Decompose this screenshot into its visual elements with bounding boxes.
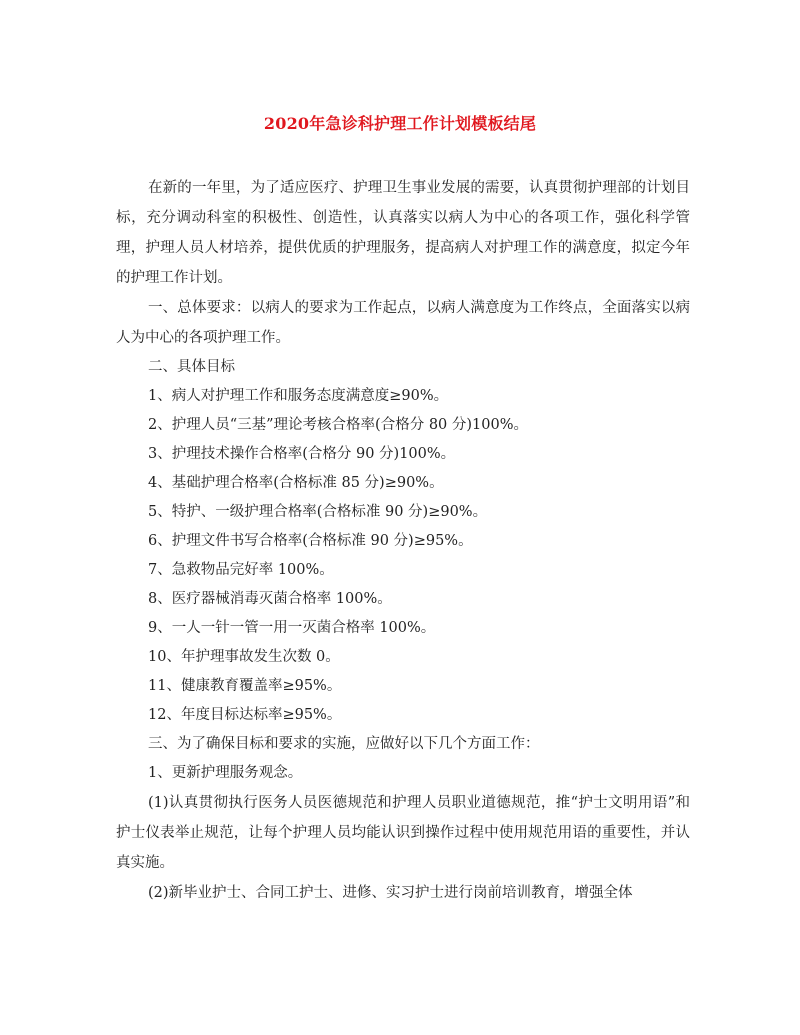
document-body	[116, 173, 690, 908]
targets-heading: 二、具体目标	[148, 359, 235, 375]
target-item: 7、急救物品完好率 100%。	[148, 562, 334, 578]
target-item: 1、病人对护理工作和服务态度满意度≥90%。	[148, 388, 449, 404]
measure-1-paragraph-2: (2)新毕业护士、合同工护士、进修、实习护士进行岗前培训教育，增强全体	[148, 885, 633, 901]
target-item: 6、护理文件书写合格率(合格标准 90 分)≥95%。	[148, 533, 473, 549]
target-item: 11、健康教育覆盖率≥95%。	[148, 678, 342, 694]
measure-1-paragraph-1: (1)认真贯彻执行医务人员医德规范和护理人员职业道德规范，推“护士文明用语”和护士仪表举止规范，让每个护理人员均能认识到操作过程中使用规范用语的重要性，并认真实施。	[116, 795, 690, 871]
target-item: 12、年度目标达标率≥95%。	[148, 707, 342, 723]
measure-1-heading: 1、更新护理服务观念。	[148, 765, 303, 781]
intro-paragraph: 在新的一年里，为了适应医疗、护理卫生事业发展的需要，认真贯彻护理部的计划目标，充分调动科室的积极性、创造性，认真落实以病人为中心的各项工作，强化科学管理，护理人员人材培养，提供优质的护理服务，提高病人对护理工作的满意度，拟定今年的护理工作计划。	[116, 180, 690, 286]
target-item: 8、医疗器械消毒灭菌合格率 100%。	[148, 591, 392, 607]
document-title: 2020年急诊科护理工作计划模板结尾	[263, 114, 537, 133]
target-item: 5、特护、一级护理合格率(合格标准 90 分)≥90%。	[148, 504, 488, 520]
target-item: 9、一人一针一管一用一灭菌合格率 100%。	[148, 620, 436, 636]
target-item: 2、护理人员“三基”理论考核合格率(合格分 80 分)100%。	[148, 417, 528, 433]
target-item: 3、护理技术操作合格率(合格分 90 分)100%。	[148, 446, 456, 462]
target-item: 4、基础护理合格率(合格标准 85 分)≥90%。	[148, 475, 444, 491]
general-requirements-paragraph: 一、总体要求：以病人的要求为工作起点，以病人满意度为工作终点，全面落实以病人为中心的各项护理工作。	[116, 300, 690, 346]
measures-heading: 三、为了确保目标和要求的实施，应做好以下几个方面工作：	[148, 736, 540, 752]
target-item: 10、年护理事故发生次数 0。	[148, 649, 340, 665]
